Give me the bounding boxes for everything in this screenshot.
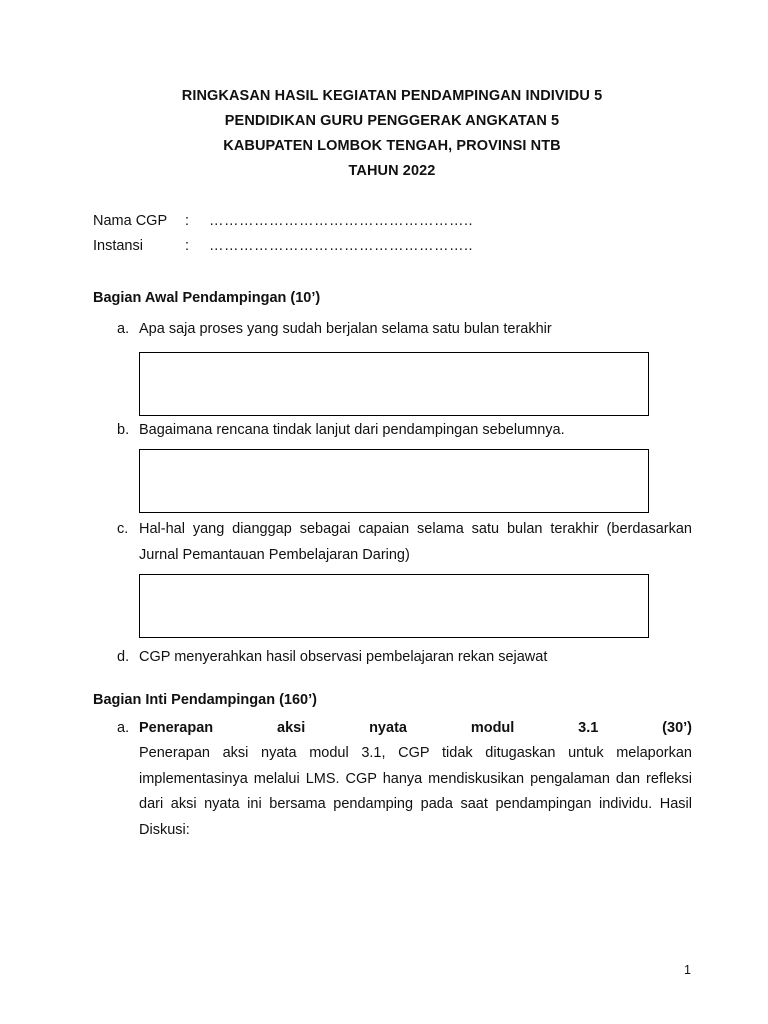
item-a-question: Apa saja proses yang sudah berjalan selama satu bulan terakhir: [139, 321, 552, 337]
item-d-text: CGP menyerahkan hasil observasi pembelajaran rekan sejawat: [139, 649, 548, 665]
instansi-fill-line: ……………………………………………..: [209, 238, 474, 254]
nama-cgp-label: Nama CGP: [93, 213, 168, 229]
title-line-3: KABUPATEN LOMBOK TENGAH, PROVINSI NTB: [223, 138, 561, 154]
inti-item-a-marker: a.: [117, 720, 130, 736]
item-b-question: Bagaimana rencana tindak lanjut dari pendampingan sebelumnya.: [139, 422, 565, 438]
title-word: Penerapan: [139, 720, 214, 736]
bagian-awal-heading: Bagian Awal Pendampingan (10’): [93, 290, 321, 306]
item-d-marker: d.: [117, 649, 130, 665]
instansi-label: Instansi: [93, 238, 143, 254]
title-line-2: PENDIDIKAN GURU PENGGERAK ANGKATAN 5: [224, 113, 560, 129]
title-word: aksi: [277, 720, 306, 736]
bagian-inti-heading: Bagian Inti Pendampingan (160’): [93, 692, 317, 708]
title-word: nyata: [369, 720, 407, 736]
item-c-question: Hal-hal yang dianggap sebagai capaian selama satu bulan terakhir (berdasarkan Jurnal Pemantauan Pembelajaran Daring): [139, 521, 692, 563]
title-word: (30’): [662, 720, 692, 736]
item-b-marker: b.: [117, 422, 130, 438]
nama-cgp-fill-line: ……………………………………………..: [209, 213, 474, 229]
item-a-marker: a.: [117, 321, 130, 337]
title-word: 3.1: [578, 720, 599, 736]
answer-box-a[interactable]: [139, 352, 649, 416]
page-number: 1: [684, 963, 691, 977]
answer-box-b[interactable]: [139, 449, 649, 513]
nama-cgp-colon: :: [185, 213, 190, 229]
item-c-marker: c.: [117, 521, 129, 537]
inti-item-a-body: Penerapan aksi nyata modul 3.1, CGP tidak ditugaskan untuk melaporkan implementasinya melalui LMS. CGP hanya mendiskusikan pengalaman dan refleksi dari aksi nyata ini bersama pendamping pada saat pendampingan individu. Hasil Diskusi:: [139, 745, 692, 838]
answer-box-c[interactable]: [139, 574, 649, 638]
title-line-4: TAHUN 2022: [348, 163, 436, 179]
instansi-colon: :: [185, 238, 190, 254]
title-word: modul: [470, 720, 515, 736]
title-line-1: RINGKASAN HASIL KEGIATAN PENDAMPINGAN INDIVIDU 5: [181, 88, 603, 104]
inti-item-a-title: [139, 720, 692, 736]
